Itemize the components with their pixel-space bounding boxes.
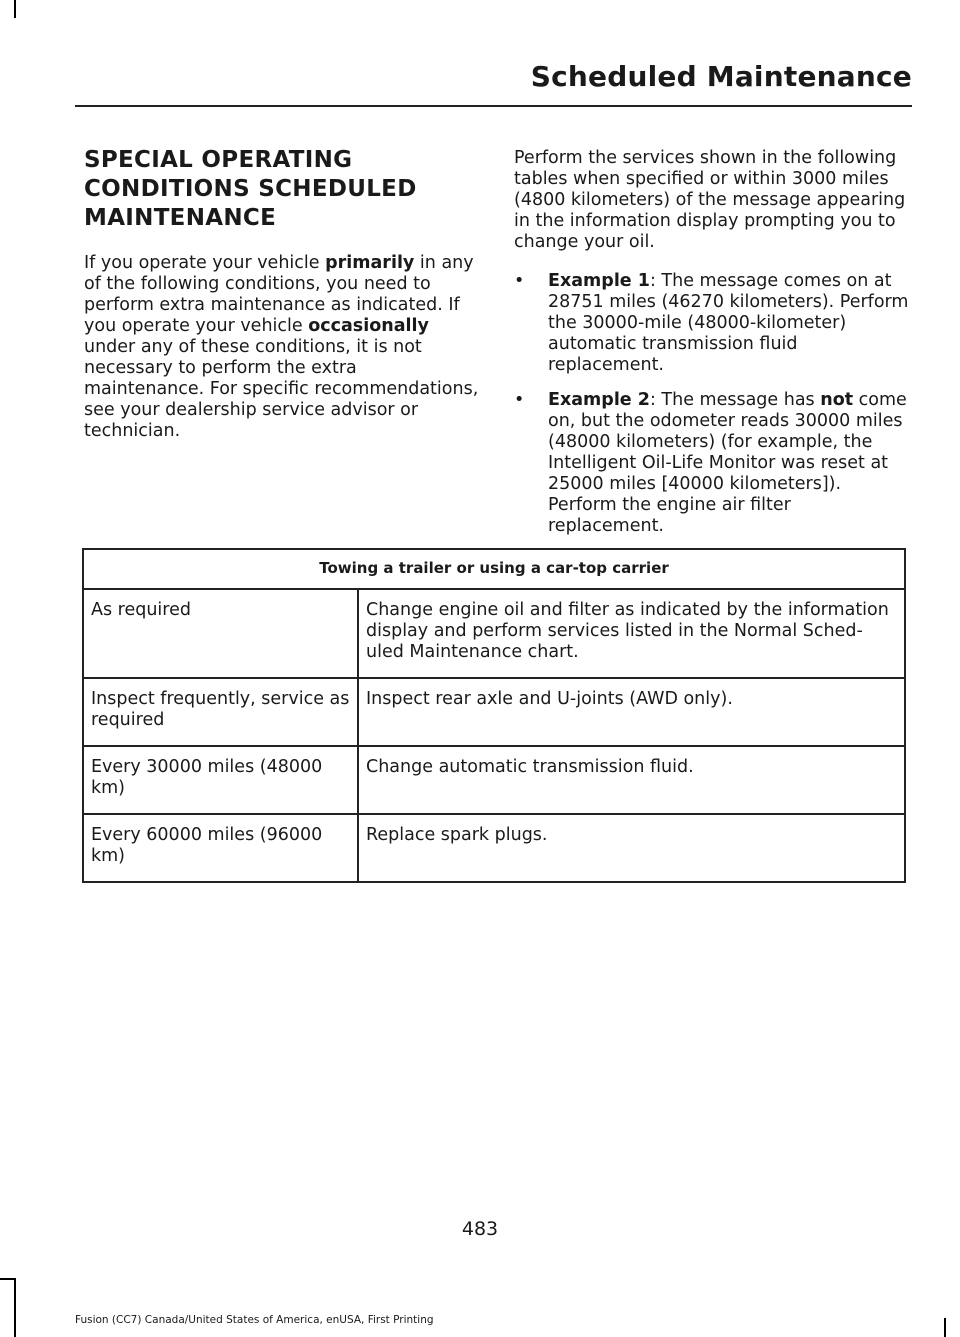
example-label: Example 1: [548, 271, 650, 291]
intro-paragraph: [84, 253, 480, 442]
intro-text-1: If you operate your vehicle: [84, 253, 326, 273]
table-cell-action: Replace spark plugs.: [358, 814, 905, 882]
right-intro-paragraph: Perform the services shown in the following tables when specified or within 3000 miles (4800 kilometers) of the message appearing in the information display prompting you to change your oil.: [514, 148, 906, 252]
section-heading: [84, 146, 480, 233]
example-bold-not: not: [820, 390, 854, 410]
example-text: : The message has: [649, 390, 821, 410]
crop-mark-bottom-left-v: [14, 1278, 16, 1337]
example-label: Example 2: [548, 390, 650, 410]
crop-mark-bottom-right-v: [944, 1318, 946, 1337]
left-column: [84, 146, 480, 442]
table-cell-action: Inspect rear axle and U-joints (AWD only).: [358, 678, 905, 746]
bullet: •: [514, 271, 525, 291]
table-row: [83, 746, 905, 814]
list-item: [514, 271, 910, 376]
example-text: come on, but the odometer reads 30000 miles (48000 kilometers) (for example, the Intelligent Oil-Life Monitor was reset at 25000 miles [40000 kilometers]). Perform the engine air filter replacement.: [548, 390, 907, 536]
table-cell-action: Change automatic transmission fluid.: [358, 746, 905, 814]
table-cell-interval: Every 30000 miles (48000 km): [83, 746, 358, 814]
section-heading-line-3: MAINTENANCE: [84, 205, 277, 231]
footer-text: Fusion (CC7) Canada/United States of America, enUSA, First Printing: [75, 1314, 434, 1326]
table-row: [83, 589, 905, 678]
examples-list: [514, 271, 910, 537]
crop-mark-top-left-v: [14, 0, 16, 18]
bullet: •: [514, 390, 525, 410]
list-item: [514, 390, 910, 537]
page-header-title: Scheduled Maintenance: [530, 60, 912, 93]
table-title: Towing a trailer or using a car-top carrier: [83, 549, 905, 589]
section-heading-line-1: SPECIAL OPERATING: [84, 147, 353, 173]
table-row: [83, 814, 905, 882]
intro-text-3: under any of these conditions, it is not necessary to perform the extra maintenance. For specific recommendations, see your dealership service advisor or technician.: [84, 337, 479, 441]
table-cell-interval: Every 60000 miles (96000 km): [83, 814, 358, 882]
right-column: [514, 148, 910, 551]
table-header-row: [83, 549, 905, 589]
maintenance-table: [82, 548, 906, 883]
example-text: : The message comes on at 28751 miles (46270 kilometers). Perform the 30000-mile (48000-kilometer) automatic transmission fluid replacement.: [548, 271, 909, 375]
table-cell-interval: As required: [83, 589, 358, 678]
intro-text-2: in any of the following conditions, you need to perform extra maintenance as indicated. If you operate your vehicle: [84, 253, 474, 336]
section-heading-line-2: CONDITIONS SCHEDULED: [84, 176, 417, 202]
header-rule: [75, 105, 912, 107]
crop-mark-bottom-left-h: [0, 1278, 16, 1280]
intro-bold-occasionally: occasionally: [308, 316, 429, 336]
intro-bold-primarily: primarily: [325, 253, 415, 273]
page-number: 483: [461, 1218, 499, 1240]
table-cell-interval: Inspect frequently, service as required: [83, 678, 358, 746]
table-cell-action: Change engine oil and filter as indicated by the information display and perform services listed in the Normal Sched-uled Maintenance chart.: [358, 589, 905, 678]
table-row: [83, 678, 905, 746]
